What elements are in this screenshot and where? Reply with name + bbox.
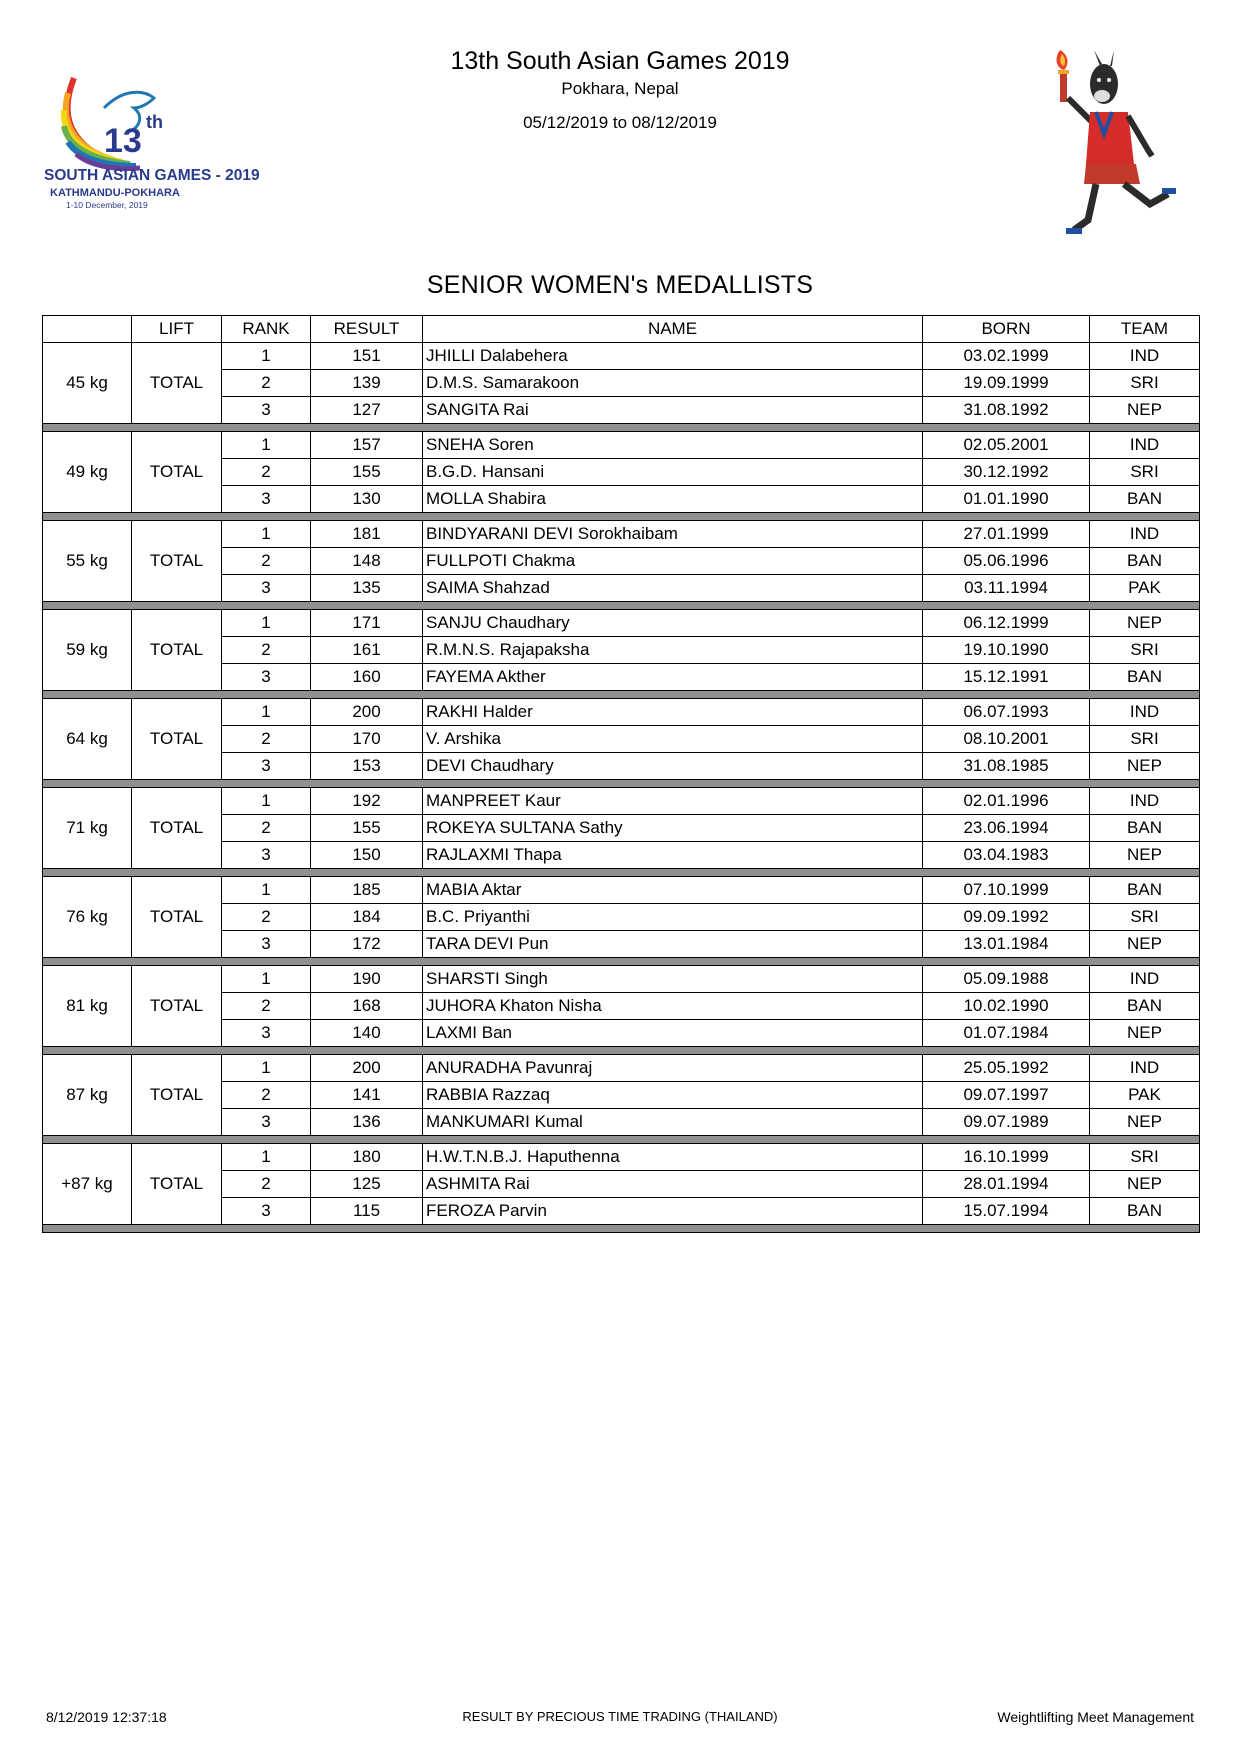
birthdate-cell: 15.07.1994: [923, 1198, 1090, 1225]
column-header-lift: LIFT: [132, 316, 222, 343]
lift-cell: TOTAL: [132, 1144, 222, 1225]
birthdate-cell: 07.10.1999: [923, 877, 1090, 904]
birthdate-cell: 27.01.1999: [923, 521, 1090, 548]
lift-cell: TOTAL: [132, 966, 222, 1047]
team-cell: SRI: [1090, 637, 1200, 664]
rank-cell: 3: [222, 1020, 311, 1047]
athlete-name-cell: BINDYARANI DEVI Sorokhaibam: [423, 521, 923, 548]
rank-cell: 3: [222, 575, 311, 602]
result-cell: 172: [311, 931, 423, 958]
separator-bar: [43, 869, 1200, 877]
lift-cell: TOTAL: [132, 1055, 222, 1136]
team-cell: BAN: [1090, 877, 1200, 904]
team-cell: IND: [1090, 966, 1200, 993]
athlete-name-cell: JHILLI Dalabehera: [423, 343, 923, 370]
team-cell: BAN: [1090, 815, 1200, 842]
team-cell: SRI: [1090, 459, 1200, 486]
rank-cell: 3: [222, 1198, 311, 1225]
birthdate-cell: 09.07.1997: [923, 1082, 1090, 1109]
lift-cell: TOTAL: [132, 521, 222, 602]
result-cell: 170: [311, 726, 423, 753]
birthdate-cell: 25.05.1992: [923, 1055, 1090, 1082]
weight-category-cell: 81 kg: [43, 966, 132, 1047]
group-separator: [43, 602, 1200, 610]
result-cell: 140: [311, 1020, 423, 1047]
team-cell: IND: [1090, 788, 1200, 815]
athlete-name-cell: RABBIA Razzaq: [423, 1082, 923, 1109]
rank-cell: 1: [222, 1144, 311, 1171]
result-cell: 192: [311, 788, 423, 815]
birthdate-cell: 03.04.1983: [923, 842, 1090, 869]
team-cell: IND: [1090, 343, 1200, 370]
group-separator: [43, 780, 1200, 788]
svg-text:SOUTH ASIAN GAMES - 2019: SOUTH ASIAN GAMES - 2019: [44, 167, 260, 184]
result-cell: 127: [311, 397, 423, 424]
rank-cell: 3: [222, 753, 311, 780]
weight-category-cell: 64 kg: [43, 699, 132, 780]
rank-cell: 1: [222, 343, 311, 370]
weight-category-cell: 87 kg: [43, 1055, 132, 1136]
team-cell: BAN: [1090, 548, 1200, 575]
table-row: [43, 1144, 1200, 1171]
separator-bar: [43, 602, 1200, 610]
svg-text:th: th: [146, 112, 163, 132]
team-cell: NEP: [1090, 1109, 1200, 1136]
rank-cell: 2: [222, 726, 311, 753]
athlete-name-cell: FAYEMA Akther: [423, 664, 923, 691]
table-row: [43, 1055, 1200, 1082]
athlete-name-cell: TARA DEVI Pun: [423, 931, 923, 958]
group-separator: [43, 869, 1200, 877]
table-row: [43, 877, 1200, 904]
athlete-name-cell: ROKEYA SULTANA Sathy: [423, 815, 923, 842]
athlete-name-cell: FEROZA Parvin: [423, 1198, 923, 1225]
rank-cell: 1: [222, 1055, 311, 1082]
column-header-born: BORN: [923, 316, 1090, 343]
event-title: 13th South Asian Games 2019: [450, 47, 790, 75]
rank-cell: 1: [222, 788, 311, 815]
birthdate-cell: 02.05.2001: [923, 432, 1090, 459]
lift-cell: TOTAL: [132, 699, 222, 780]
rank-cell: 2: [222, 637, 311, 664]
rank-cell: 1: [222, 610, 311, 637]
team-cell: NEP: [1090, 397, 1200, 424]
event-dates: 05/12/2019 to 08/12/2019: [523, 113, 717, 132]
birthdate-cell: 31.08.1992: [923, 397, 1090, 424]
athlete-name-cell: MABIA Aktar: [423, 877, 923, 904]
rank-cell: 3: [222, 397, 311, 424]
event-location: Pokhara, Nepal: [561, 79, 679, 98]
athlete-name-cell: MOLLA Shabira: [423, 486, 923, 513]
result-cell: 136: [311, 1109, 423, 1136]
result-cell: 200: [311, 699, 423, 726]
result-cell: 181: [311, 521, 423, 548]
weight-category-cell: +87 kg: [43, 1144, 132, 1225]
table-header-row: [43, 316, 1200, 343]
athlete-name-cell: RAKHI Halder: [423, 699, 923, 726]
svg-text:1-10 December, 2019: 1-10 December, 2019: [66, 200, 148, 210]
group-separator: [43, 1225, 1200, 1233]
team-cell: NEP: [1090, 610, 1200, 637]
team-cell: NEP: [1090, 842, 1200, 869]
group-separator: [43, 1136, 1200, 1144]
table-row: [43, 432, 1200, 459]
lift-cell: TOTAL: [132, 610, 222, 691]
separator-bar: [43, 691, 1200, 699]
athlete-name-cell: MANKUMARI Kumal: [423, 1109, 923, 1136]
table-body: [43, 343, 1200, 1233]
table-row: [43, 699, 1200, 726]
rank-cell: 3: [222, 931, 311, 958]
athlete-name-cell: MANPREET Kaur: [423, 788, 923, 815]
team-cell: SRI: [1090, 370, 1200, 397]
result-cell: 190: [311, 966, 423, 993]
svg-text:KATHMANDU-POKHARA: KATHMANDU-POKHARA: [50, 187, 180, 199]
birthdate-cell: 01.01.1990: [923, 486, 1090, 513]
team-cell: NEP: [1090, 1020, 1200, 1047]
weight-category-cell: 71 kg: [43, 788, 132, 869]
birthdate-cell: 31.08.1985: [923, 753, 1090, 780]
team-cell: BAN: [1090, 486, 1200, 513]
result-cell: 168: [311, 993, 423, 1020]
rank-cell: 2: [222, 993, 311, 1020]
birthdate-cell: 10.02.1990: [923, 993, 1090, 1020]
weight-category-cell: 55 kg: [43, 521, 132, 602]
team-cell: NEP: [1090, 753, 1200, 780]
team-cell: IND: [1090, 432, 1200, 459]
footer-timestamp: 8/12/2019 12:37:18: [46, 1709, 167, 1725]
athlete-name-cell: SANJU Chaudhary: [423, 610, 923, 637]
column-header-team: TEAM: [1090, 316, 1200, 343]
team-cell: PAK: [1090, 1082, 1200, 1109]
table-row: [43, 343, 1200, 370]
group-separator: [43, 424, 1200, 432]
rank-cell: 3: [222, 664, 311, 691]
weight-category-cell: 49 kg: [43, 432, 132, 513]
birthdate-cell: 01.07.1984: [923, 1020, 1090, 1047]
result-cell: 160: [311, 664, 423, 691]
separator-bar: [43, 1136, 1200, 1144]
birthdate-cell: 15.12.1991: [923, 664, 1090, 691]
lift-cell: TOTAL: [132, 432, 222, 513]
separator-bar: [43, 1047, 1200, 1055]
result-cell: 171: [311, 610, 423, 637]
team-cell: BAN: [1090, 1198, 1200, 1225]
birthdate-cell: 05.06.1996: [923, 548, 1090, 575]
athlete-name-cell: FULLPOTI Chakma: [423, 548, 923, 575]
table-row: [43, 966, 1200, 993]
result-cell: 139: [311, 370, 423, 397]
birthdate-cell: 13.01.1984: [923, 931, 1090, 958]
rank-cell: 1: [222, 966, 311, 993]
birthdate-cell: 06.12.1999: [923, 610, 1090, 637]
athlete-name-cell: ANURADHA Pavunraj: [423, 1055, 923, 1082]
section-title: SENIOR WOMEN's MEDALLISTS: [426, 271, 814, 299]
birthdate-cell: 30.12.1992: [923, 459, 1090, 486]
rank-cell: 2: [222, 815, 311, 842]
athlete-name-cell: JUHORA Khaton Nisha: [423, 993, 923, 1020]
athlete-name-cell: H.W.T.N.B.J. Haputhenna: [423, 1144, 923, 1171]
birthdate-cell: 28.01.1994: [923, 1171, 1090, 1198]
birthdate-cell: 08.10.2001: [923, 726, 1090, 753]
birthdate-cell: 02.01.1996: [923, 788, 1090, 815]
column-header-result: RESULT: [311, 316, 423, 343]
rank-cell: 2: [222, 548, 311, 575]
lift-cell: TOTAL: [132, 343, 222, 424]
separator-bar: [43, 513, 1200, 521]
athlete-name-cell: ASHMITA Rai: [423, 1171, 923, 1198]
team-cell: IND: [1090, 1055, 1200, 1082]
separator-bar: [43, 958, 1200, 966]
rank-cell: 1: [222, 521, 311, 548]
rank-cell: 2: [222, 459, 311, 486]
athlete-name-cell: LAXMI Ban: [423, 1020, 923, 1047]
table-row: [43, 610, 1200, 637]
medallists-table: [42, 315, 1200, 1233]
rank-cell: 3: [222, 1109, 311, 1136]
team-cell: IND: [1090, 699, 1200, 726]
athlete-name-cell: RAJLAXMI Thapa: [423, 842, 923, 869]
birthdate-cell: 03.02.1999: [923, 343, 1090, 370]
athlete-name-cell: V. Arshika: [423, 726, 923, 753]
weight-category-cell: 45 kg: [43, 343, 132, 424]
rank-cell: 1: [222, 432, 311, 459]
team-cell: SRI: [1090, 1144, 1200, 1171]
table-row: [43, 521, 1200, 548]
team-cell: NEP: [1090, 1171, 1200, 1198]
group-separator: [43, 958, 1200, 966]
group-separator: [43, 1047, 1200, 1055]
column-header-rank: RANK: [222, 316, 311, 343]
birthdate-cell: 05.09.1988: [923, 966, 1090, 993]
result-cell: 135: [311, 575, 423, 602]
column-header-name: NAME: [423, 316, 923, 343]
result-cell: 141: [311, 1082, 423, 1109]
medallists-table-container: [42, 315, 1199, 1233]
result-cell: 180: [311, 1144, 423, 1171]
lift-cell: TOTAL: [132, 877, 222, 958]
result-cell: 125: [311, 1171, 423, 1198]
result-cell: 200: [311, 1055, 423, 1082]
separator-bar: [43, 424, 1200, 432]
result-cell: 130: [311, 486, 423, 513]
result-cell: 115: [311, 1198, 423, 1225]
team-cell: NEP: [1090, 931, 1200, 958]
birthdate-cell: 09.09.1992: [923, 904, 1090, 931]
result-cell: 150: [311, 842, 423, 869]
footer-credit: RESULT BY PRECIOUS TIME TRADING (THAILAND): [462, 1709, 778, 1724]
athlete-name-cell: SNEHA Soren: [423, 432, 923, 459]
rank-cell: 3: [222, 842, 311, 869]
weight-category-cell: 76 kg: [43, 877, 132, 958]
result-cell: 151: [311, 343, 423, 370]
group-separator: [43, 691, 1200, 699]
result-cell: 161: [311, 637, 423, 664]
birthdate-cell: 16.10.1999: [923, 1144, 1090, 1171]
weight-category-cell: 59 kg: [43, 610, 132, 691]
result-cell: 184: [311, 904, 423, 931]
result-cell: 148: [311, 548, 423, 575]
team-cell: IND: [1090, 521, 1200, 548]
team-cell: SRI: [1090, 904, 1200, 931]
group-separator: [43, 513, 1200, 521]
athlete-name-cell: SHARSTI Singh: [423, 966, 923, 993]
athlete-name-cell: B.C. Priyanthi: [423, 904, 923, 931]
result-cell: 153: [311, 753, 423, 780]
rank-cell: 2: [222, 1082, 311, 1109]
team-cell: BAN: [1090, 664, 1200, 691]
birthdate-cell: 09.07.1989: [923, 1109, 1090, 1136]
rank-cell: 1: [222, 877, 311, 904]
separator-bar: [43, 780, 1200, 788]
lift-cell: TOTAL: [132, 788, 222, 869]
team-cell: SRI: [1090, 726, 1200, 753]
athlete-name-cell: D.M.S. Samarakoon: [423, 370, 923, 397]
birthdate-cell: 23.06.1994: [923, 815, 1090, 842]
birthdate-cell: 03.11.1994: [923, 575, 1090, 602]
rank-cell: 1: [222, 699, 311, 726]
rank-cell: 2: [222, 1171, 311, 1198]
rank-cell: 3: [222, 486, 311, 513]
svg-text:13: 13: [104, 122, 142, 160]
separator-bar: [43, 1225, 1200, 1233]
athlete-name-cell: SANGITA Rai: [423, 397, 923, 424]
result-cell: 157: [311, 432, 423, 459]
athlete-name-cell: B.G.D. Hansani: [423, 459, 923, 486]
result-cell: 155: [311, 459, 423, 486]
athlete-name-cell: R.M.N.S. Rajapaksha: [423, 637, 923, 664]
birthdate-cell: 19.09.1999: [923, 370, 1090, 397]
table-row: [43, 788, 1200, 815]
document-header: [0, 46, 1240, 134]
athlete-name-cell: DEVI Chaudhary: [423, 753, 923, 780]
result-cell: 185: [311, 877, 423, 904]
team-cell: PAK: [1090, 575, 1200, 602]
rank-cell: 2: [222, 904, 311, 931]
birthdate-cell: 19.10.1990: [923, 637, 1090, 664]
column-header-category: [43, 316, 132, 343]
rank-cell: 2: [222, 370, 311, 397]
athlete-name-cell: SAIMA Shahzad: [423, 575, 923, 602]
result-cell: 155: [311, 815, 423, 842]
team-cell: BAN: [1090, 993, 1200, 1020]
birthdate-cell: 06.07.1993: [923, 699, 1090, 726]
footer-software: Weightlifting Meet Management: [997, 1709, 1194, 1725]
